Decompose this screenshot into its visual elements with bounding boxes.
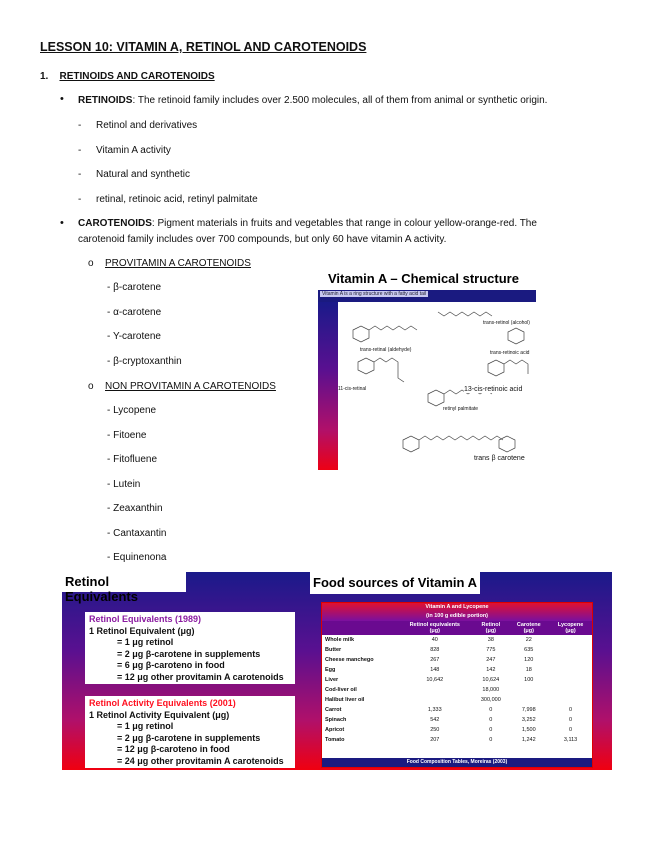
structure-label: 13-cis-retinoic acid [464, 386, 523, 393]
box-heading: Retinol Equivalents (1989) [89, 614, 202, 624]
table-cell: Liver [325, 677, 339, 683]
structure-label: trans β carotene [474, 455, 525, 462]
table-cell: Apricot [325, 727, 345, 733]
table-cell: 542 [430, 717, 440, 723]
equivalence-line: = 2 μg β-carotene in supplements [117, 648, 261, 659]
table-footer: Food Composition Tables, Moreiras (2003) [322, 758, 592, 767]
table-cell: 120 [524, 657, 534, 663]
table-row [322, 715, 592, 725]
table-cell: Whole milk [325, 637, 355, 643]
table-cell: 635 [524, 647, 534, 653]
table-row [322, 645, 592, 655]
table-cell: 247 [486, 657, 496, 663]
structure-label: 11-cis-retinal [338, 386, 367, 392]
slide-title: Food sources of Vitamin A [310, 572, 480, 594]
table-cell: Halibut liver oil [325, 697, 365, 703]
column-header [322, 621, 396, 635]
carotenoids-paragraph: CAROTENOIDS: Pigment materials in fruits and vegetables that range in colour yellow-orange-red. The [78, 218, 537, 229]
food-sources-slide [310, 572, 612, 770]
box-subheading: 1 Retinol Equivalent (μg) [89, 625, 195, 636]
table-cell [549, 695, 592, 705]
table-cell: Egg [325, 667, 336, 673]
table-cell: 0 [489, 707, 493, 713]
table-cell: 0 [569, 717, 573, 723]
column-header: Retinol (μg) [481, 622, 501, 634]
retinol-activity-equivalents-box [85, 696, 295, 768]
column-header: Lycopene (μg) [557, 622, 584, 634]
equivalence-line: = 6 μg β-caroteno in food [117, 660, 225, 670]
slide-title: Vitamin A – Chemical structure [324, 271, 523, 286]
table-cell: 38 [487, 637, 494, 643]
non-provitamin-item: - Lycopene [107, 405, 157, 416]
table-cell: 3,252 [521, 717, 536, 723]
table-row [322, 705, 592, 715]
retinol-equivalents-slide [62, 572, 312, 770]
table-cell: 1,242 [521, 737, 536, 743]
box-subheading: 1 Retinol Activity Equivalent (μg) [89, 709, 230, 720]
retinol-equivalents-box [85, 612, 295, 684]
table-cell [549, 665, 592, 675]
retinoids-paragraph: RETINOIDS: The retinoid family includes over 2.500 molecules, all of them from animal or synthetic origin. [78, 95, 548, 106]
table-row [322, 685, 592, 695]
retinoid-item: Vitamin A activity [96, 144, 171, 156]
table-cell: 22 [525, 637, 532, 643]
table-cell: 775 [486, 647, 496, 653]
provitamin-item: - α-carotene [107, 306, 162, 318]
dash-icon: - [78, 144, 82, 156]
table-cell: 18,000 [482, 687, 500, 693]
section-label: RETINOIDS AND CAROTENOIDS [59, 71, 215, 82]
table-cell: 250 [430, 727, 440, 733]
non-provitamin-marker: o [88, 381, 94, 392]
table-cell: 100 [524, 677, 534, 683]
equivalence-line: = 2 μg β-carotene in supplements [117, 732, 261, 743]
table-cell: 1,333 [427, 707, 442, 713]
table-cell: 0 [489, 727, 493, 733]
table-cell: 0 [489, 717, 493, 723]
table-cell [549, 675, 592, 685]
table-cell: 18 [525, 667, 532, 673]
table-cell [549, 635, 592, 645]
equivalence-line: = 1 μg retinol [117, 721, 174, 731]
structure-label: trans-retinoic acid [490, 350, 530, 356]
retinoid-item: Retinol and derivatives [96, 120, 198, 131]
table-row [322, 665, 592, 675]
structure-label: retinyl palmitate [443, 406, 479, 412]
non-provitamin-item: - Zeaxanthin [107, 503, 163, 514]
section-number: 1. [40, 71, 49, 82]
table-title: Vitamin A and Lycopene [425, 604, 489, 610]
table-cell [508, 685, 549, 695]
table-cell [549, 685, 592, 695]
retinoid-item: retinal, retinoic acid, retinyl palmitate [96, 193, 258, 205]
table-cell [396, 695, 473, 705]
table-row [322, 635, 592, 645]
table-cell: Butter [325, 647, 342, 653]
bullet-icon: • [60, 93, 64, 105]
table-cell: 7,998 [521, 707, 536, 713]
provitamin-item: - Υ-carotene [107, 331, 161, 342]
provitamin-item: - β-cryptoxanthin [107, 355, 182, 367]
dash-icon: - [78, 193, 82, 205]
equivalence-line: = 24 μg other provitamin A carotenoids [117, 755, 284, 766]
non-provitamin-item: - Equinenona [107, 552, 167, 563]
provitamin-item: - β-carotene [107, 282, 162, 293]
chemical-structure-slide [318, 268, 536, 470]
table-cell: 142 [486, 667, 496, 673]
table-cell [549, 655, 592, 665]
non-provitamin-item: - Fitofluene [107, 454, 158, 465]
table-cell: 3,113 [563, 737, 578, 743]
non-provitamin-heading: NON PROVITAMIN A CAROTENOIDS [105, 381, 276, 392]
table-cell: 828 [430, 647, 440, 653]
table-row [322, 675, 592, 685]
table-cell: 10,642 [426, 677, 444, 683]
non-provitamin-item: - Lutein [107, 478, 141, 490]
table-cell [508, 695, 549, 705]
table-row [322, 735, 592, 745]
table-cell: 1,500 [521, 727, 536, 733]
structure-label: trans-retinal (aldehyde) [360, 347, 412, 353]
provitamin-marker: o [88, 258, 94, 269]
retinoid-item: Natural and synthetic [96, 169, 190, 180]
table-cell [396, 685, 473, 695]
table-cell [549, 645, 592, 655]
bullet-icon: • [60, 217, 64, 229]
table-cell: 267 [430, 657, 440, 663]
structures-panel [338, 302, 536, 470]
food-table [322, 621, 592, 745]
provitamin-heading: PROVITAMIN A CAROTENOIDS [105, 258, 251, 269]
table-cell: 10,624 [482, 677, 500, 683]
box-heading: Retinol Activity Equivalents (2001) [89, 698, 236, 708]
table-cell: 148 [430, 667, 440, 673]
table-cell: Carrot [325, 707, 342, 713]
column-header: Carotene (μg) [516, 622, 541, 634]
table-cell: 0 [489, 737, 493, 743]
dash-icon: - [78, 120, 82, 131]
table-cell: Cod-liver oil [325, 687, 357, 693]
table-cell: 207 [430, 737, 440, 743]
column-header: Retinol equivalents (μg) [409, 622, 460, 634]
table-row [322, 725, 592, 735]
table-subtitle: (in 100 g edible portion) [425, 613, 489, 619]
non-provitamin-item: - Cantaxantin [107, 527, 167, 539]
section-heading [40, 71, 215, 82]
slide-title: Retinol Equivalents [62, 572, 186, 592]
slide-subtitle: Vitamin A is a ring structure with a fatty acid tail [322, 291, 427, 297]
table-cell: 0 [569, 727, 573, 733]
table-cell: Cheese manchego [325, 657, 374, 663]
structure-label: trans-retinol (alcohol) [483, 320, 530, 326]
table-row [322, 695, 592, 705]
carotenoids-paragraph-2: carotenoid family includes over 700 compounds, but only 60 have vitamin A activity. [78, 234, 447, 245]
table-cell: 40 [431, 637, 438, 643]
table-cell: 300,000 [480, 697, 501, 703]
table-cell: Tomato [325, 737, 345, 743]
non-provitamin-item: - Fitoene [107, 429, 147, 441]
page-title: LESSON 10: VITAMIN A, RETINOL AND CAROTENOIDS [40, 40, 367, 54]
dash-icon: - [78, 169, 82, 180]
table-cell: Spinach [325, 717, 347, 723]
equivalence-line: = 1 μg retinol [117, 637, 174, 647]
food-table-container [321, 602, 593, 768]
table-row [322, 655, 592, 665]
equivalence-line: = 12 μg β-caroteno in food [117, 744, 230, 754]
equivalence-line: = 12 μg other provitamin A carotenoids [117, 671, 284, 682]
table-cell: 0 [569, 707, 573, 713]
